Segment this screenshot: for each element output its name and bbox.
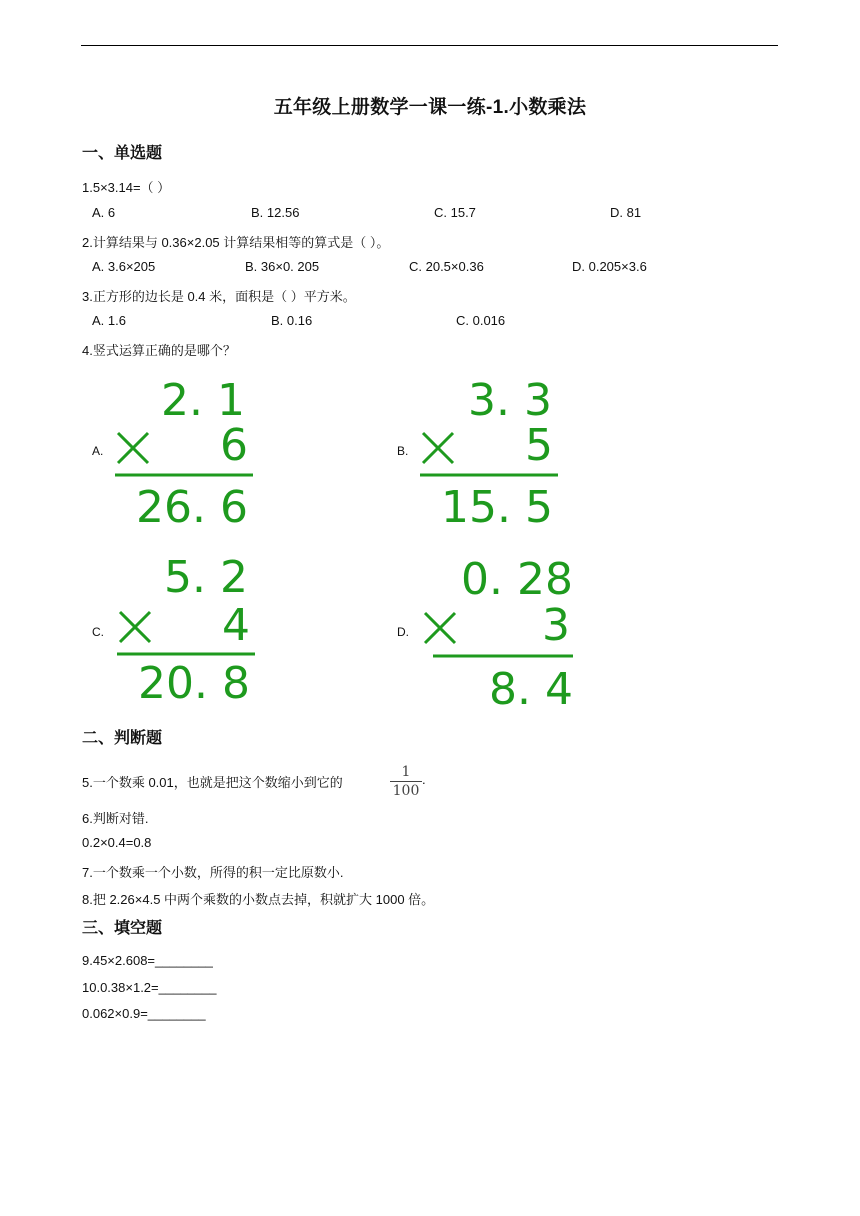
q4-c-top: 5. 2: [164, 552, 248, 603]
question-3: 3.正方形的边长是 0.4 米，面积是（ ）平方米。: [82, 289, 356, 304]
q4-option-b-multiplication[interactable]: [415, 372, 575, 528]
q4-option-a-multiplication[interactable]: [110, 372, 270, 528]
fraction-numerator: 1: [401, 764, 411, 780]
section-heading-fill-blank: 三、填空题: [82, 920, 163, 937]
q1-option-c[interactable]: C. 15.7: [434, 205, 476, 220]
q4-b-top: 3. 3: [468, 375, 552, 426]
times-icon: [120, 612, 150, 642]
times-icon: [425, 613, 455, 643]
q1-option-d[interactable]: D. 81: [610, 205, 642, 220]
q4-option-b-label[interactable]: B.: [397, 444, 409, 458]
q4-option-d-multiplication[interactable]: [415, 552, 585, 712]
fraction-one-hundredth: [390, 764, 422, 799]
question-7: 7.一个数乘一个小数，所得的积一定比原数小.: [82, 865, 344, 880]
q4-a-bottom: 6: [220, 420, 248, 471]
times-icon: [118, 433, 148, 463]
q4-option-a-label[interactable]: A.: [92, 444, 104, 458]
q4-option-d-label[interactable]: D.: [397, 625, 409, 639]
question-6-expression: 0.2×0.4=0.8: [82, 835, 152, 850]
q4-c-bottom: 4: [222, 600, 250, 651]
q2-option-c[interactable]: C. 20.5×0.36: [409, 259, 484, 274]
q2-option-a[interactable]: A. 3.6×205: [92, 259, 156, 274]
question-2: 2.计算结果与 0.36×2.05 计算结果相等的算式是（ ）。: [82, 235, 390, 250]
section-heading-single-choice: 一、单选题: [82, 145, 163, 162]
question-5: [82, 772, 343, 791]
q2-option-d[interactable]: D. 0.205×3.6: [572, 259, 647, 274]
section-heading-true-false: 二、判断题: [82, 730, 163, 747]
q3-option-a[interactable]: A. 1.6: [92, 313, 126, 328]
q5-text: 5.一个数乘 0.01，也就是把这个数缩小到它的: [82, 775, 343, 790]
header-rule: [81, 45, 778, 46]
q4-option-c-label[interactable]: C.: [92, 625, 104, 639]
q4-d-top: 0. 28: [461, 554, 573, 605]
q1-option-a[interactable]: A. 6: [92, 205, 116, 220]
q3-option-c[interactable]: C. 0.016: [456, 313, 506, 328]
question-10[interactable]: 10.0.38×1.2=________: [82, 980, 217, 995]
question-6: 6.判断对错.: [82, 811, 149, 826]
q2-option-b[interactable]: B. 36×0. 205: [245, 259, 320, 274]
fraction-denominator: 100: [392, 783, 420, 799]
fraction-bar: [390, 781, 422, 782]
q4-a-result: 26. 6: [136, 482, 248, 528]
q1-option-b[interactable]: B. 12.56: [251, 205, 300, 220]
q4-b-bottom: 5: [525, 420, 553, 471]
q4-b-result: 15. 5: [441, 482, 553, 528]
q4-c-result: 20. 8: [138, 658, 250, 708]
q4-option-c-multiplication[interactable]: [110, 552, 270, 708]
q3-option-b[interactable]: B. 0.16: [271, 313, 313, 328]
q4-d-bottom: 3: [542, 600, 570, 651]
q4-a-top: 2. 1: [161, 375, 245, 426]
question-4: 4.竖式运算正确的是哪个？: [82, 343, 236, 358]
q4-d-result: 8. 4: [489, 664, 573, 712]
q5-period: .: [422, 772, 426, 787]
times-icon: [423, 433, 453, 463]
page-title: 五年级上册数学一课一练-1.小数乘法: [273, 97, 587, 118]
question-10-second[interactable]: 0.062×0.9=________: [82, 1006, 206, 1021]
question-8: 8.把 2.26×4.5 中两个乘数的小数点去掉，积就扩大 1000 倍。: [82, 892, 435, 907]
question-9[interactable]: 9.45×2.608=________: [82, 953, 213, 968]
question-1: 1.5×3.14=（ ）: [82, 180, 171, 195]
